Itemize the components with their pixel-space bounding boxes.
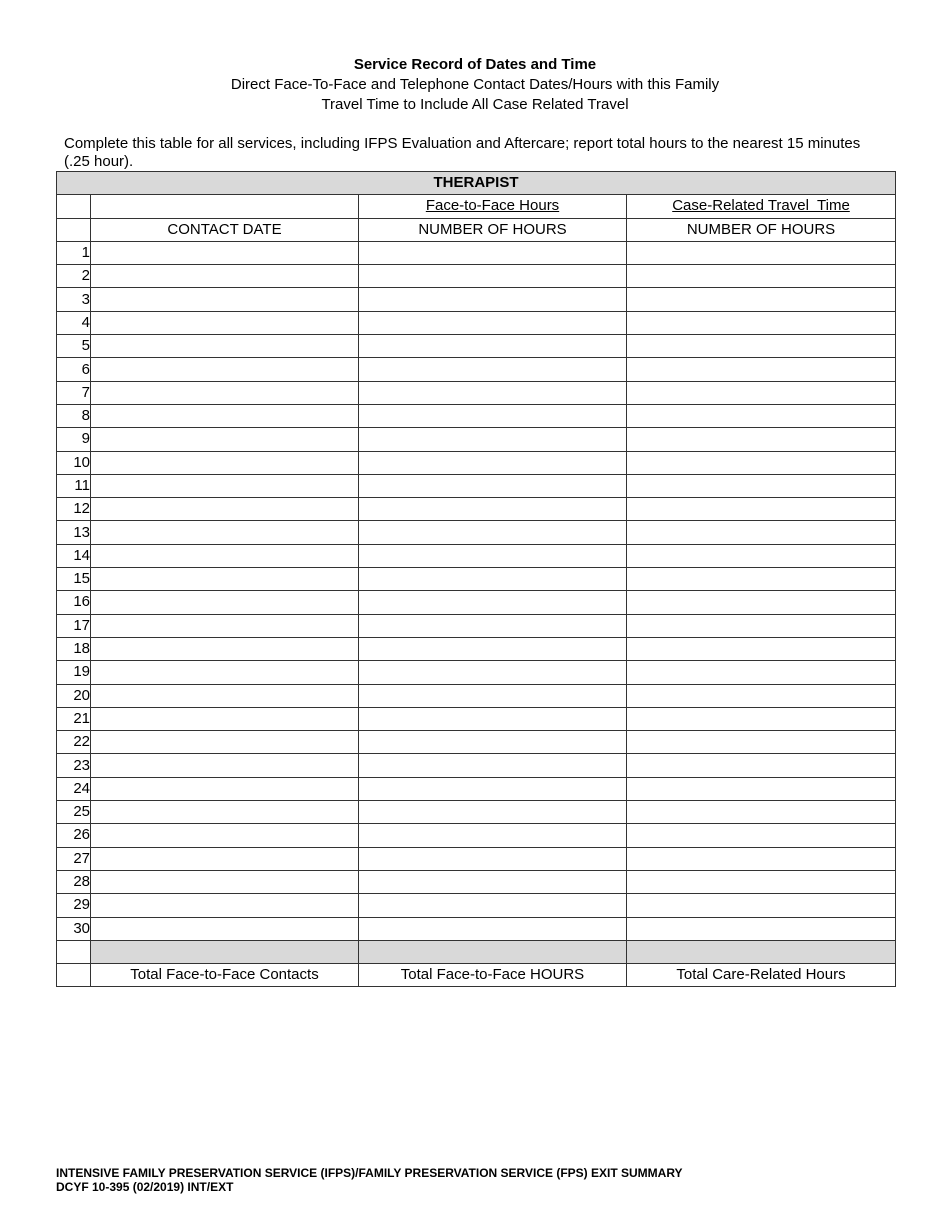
travel-time-header	[627, 195, 896, 218]
row-number: 18	[57, 637, 91, 660]
travel-hours-subheader: NUMBER OF HOURS	[627, 218, 896, 241]
row-number: 29	[57, 894, 91, 917]
table-row	[57, 404, 896, 427]
therapist-header-row	[57, 172, 896, 195]
face-hours-cell[interactable]	[359, 707, 627, 730]
face-hours-cell[interactable]	[359, 498, 627, 521]
table-row	[57, 335, 896, 358]
contact-date-cell[interactable]	[91, 591, 359, 614]
travel-hours-cell[interactable]	[627, 241, 896, 264]
row-number: 25	[57, 801, 91, 824]
travel-time-label: Case-Related Travel Time	[672, 197, 850, 215]
face-hours-cell[interactable]	[359, 754, 627, 777]
travel-hours-cell[interactable]	[627, 684, 896, 707]
contact-date-cell[interactable]	[91, 404, 359, 427]
table-row	[57, 614, 896, 637]
table-row	[57, 801, 896, 824]
table-row	[57, 591, 896, 614]
face-hours-cell[interactable]	[359, 824, 627, 847]
form-footer	[56, 1166, 683, 1194]
table-row	[57, 451, 896, 474]
travel-hours-cell[interactable]	[627, 544, 896, 567]
face-hours-cell[interactable]	[359, 591, 627, 614]
face-hours-cell[interactable]	[359, 661, 627, 684]
travel-hours-cell[interactable]	[627, 335, 896, 358]
face-hours-cell[interactable]	[359, 777, 627, 800]
travel-hours-cell[interactable]	[627, 707, 896, 730]
contact-date-cell[interactable]	[91, 614, 359, 637]
contact-date-cell[interactable]	[91, 637, 359, 660]
travel-hours-cell[interactable]	[627, 498, 896, 521]
row-number: 26	[57, 824, 91, 847]
contact-date-cell[interactable]	[91, 894, 359, 917]
row-number: 23	[57, 754, 91, 777]
face-hours-cell[interactable]	[359, 731, 627, 754]
column-header-row	[57, 195, 896, 218]
face-hours-label: Face-to-Face Hours	[425, 197, 560, 215]
travel-hours-cell[interactable]	[627, 591, 896, 614]
row-number: 27	[57, 847, 91, 870]
blank-cell	[57, 940, 91, 963]
shaded-cell	[91, 940, 359, 963]
row-number: 10	[57, 451, 91, 474]
contact-date-cell[interactable]	[91, 870, 359, 893]
travel-hours-cell[interactable]	[627, 847, 896, 870]
therapist-heading: THERAPIST	[57, 172, 896, 195]
face-hours-cell[interactable]	[359, 521, 627, 544]
table-row	[57, 894, 896, 917]
contact-date-cell[interactable]	[91, 661, 359, 684]
contact-date-cell[interactable]	[91, 451, 359, 474]
row-number: 14	[57, 544, 91, 567]
face-hours-cell[interactable]	[359, 358, 627, 381]
table-row	[57, 754, 896, 777]
table-row	[57, 381, 896, 404]
travel-hours-cell[interactable]	[627, 777, 896, 800]
face-hours-header	[359, 195, 627, 218]
table-row	[57, 474, 896, 497]
table-row	[57, 521, 896, 544]
total-care-label: Total Care-Related Hours	[627, 964, 896, 987]
row-number: 11	[57, 474, 91, 497]
row-number: 7	[57, 381, 91, 404]
shaded-cell	[627, 940, 896, 963]
contact-date-cell[interactable]	[91, 381, 359, 404]
blank-date-header-cell	[91, 195, 359, 218]
table-row	[57, 637, 896, 660]
face-hours-cell[interactable]	[359, 847, 627, 870]
footer-form-number: DCYF 10-395 (02/2019) INT/EXT	[56, 1180, 234, 1194]
table-row	[57, 241, 896, 264]
table-row	[57, 311, 896, 334]
face-hours-cell[interactable]	[359, 288, 627, 311]
face-hours-cell[interactable]	[359, 474, 627, 497]
contact-date-cell[interactable]	[91, 824, 359, 847]
contact-date-subheader: CONTACT DATE	[91, 218, 359, 241]
travel-hours-cell[interactable]	[627, 870, 896, 893]
shaded-cell	[359, 940, 627, 963]
row-number: 8	[57, 404, 91, 427]
face-hours-cell[interactable]	[359, 451, 627, 474]
contact-date-cell[interactable]	[91, 847, 359, 870]
travel-hours-cell[interactable]	[627, 894, 896, 917]
contact-date-cell[interactable]	[91, 731, 359, 754]
travel-hours-cell[interactable]	[627, 731, 896, 754]
row-number: 16	[57, 591, 91, 614]
travel-hours-cell[interactable]	[627, 451, 896, 474]
contact-date-cell[interactable]	[91, 498, 359, 521]
contact-date-cell[interactable]	[91, 801, 359, 824]
face-hours-cell[interactable]	[359, 614, 627, 637]
row-number: 3	[57, 288, 91, 311]
row-number: 19	[57, 661, 91, 684]
travel-hours-cell[interactable]	[627, 917, 896, 940]
table-row	[57, 777, 896, 800]
face-hours-cell[interactable]	[359, 311, 627, 334]
face-hours-cell[interactable]	[359, 870, 627, 893]
row-number: 30	[57, 917, 91, 940]
travel-hours-cell[interactable]	[627, 358, 896, 381]
face-hours-cell[interactable]	[359, 335, 627, 358]
face-hours-cell[interactable]	[359, 801, 627, 824]
table-row	[57, 684, 896, 707]
face-hours-cell[interactable]	[359, 404, 627, 427]
row-number: 21	[57, 707, 91, 730]
contact-date-cell[interactable]	[91, 544, 359, 567]
row-number: 15	[57, 568, 91, 591]
row-number: 28	[57, 870, 91, 893]
contact-date-cell[interactable]	[91, 428, 359, 451]
face-hours-cell[interactable]	[359, 894, 627, 917]
form-subtitle-travel: Travel Time to Include All Case Related Travel	[321, 96, 629, 113]
table-row	[57, 824, 896, 847]
contact-date-cell[interactable]	[91, 707, 359, 730]
travel-hours-cell[interactable]	[627, 661, 896, 684]
form-subtitle-contact: Direct Face-To-Face and Telephone Contact Dates/Hours with this Family	[230, 76, 720, 93]
travel-hours-cell[interactable]	[627, 614, 896, 637]
contact-date-cell[interactable]	[91, 265, 359, 288]
travel-hours-cell[interactable]	[627, 288, 896, 311]
travel-hours-cell[interactable]	[627, 824, 896, 847]
blank-subheader-cell	[57, 218, 91, 241]
travel-hours-cell[interactable]	[627, 637, 896, 660]
contact-date-cell[interactable]	[91, 684, 359, 707]
contact-date-cell[interactable]	[91, 311, 359, 334]
contact-date-cell[interactable]	[91, 754, 359, 777]
row-number: 1	[57, 241, 91, 264]
table-row	[57, 917, 896, 940]
table-row	[57, 498, 896, 521]
row-number: 2	[57, 265, 91, 288]
face-hours-cell[interactable]	[359, 917, 627, 940]
face-hours-cell[interactable]	[359, 684, 627, 707]
face-hours-cell[interactable]	[359, 428, 627, 451]
contact-date-cell[interactable]	[91, 288, 359, 311]
travel-hours-cell[interactable]	[627, 521, 896, 544]
face-hours-cell[interactable]	[359, 568, 627, 591]
contact-date-cell[interactable]	[91, 568, 359, 591]
contact-date-cell[interactable]	[91, 777, 359, 800]
table-row	[57, 568, 896, 591]
table-row	[57, 358, 896, 381]
travel-hours-cell[interactable]	[627, 404, 896, 427]
contact-date-cell[interactable]	[91, 358, 359, 381]
row-number: 24	[57, 777, 91, 800]
table-row	[57, 428, 896, 451]
face-hours-cell[interactable]	[359, 265, 627, 288]
travel-hours-cell[interactable]	[627, 474, 896, 497]
table-row	[57, 707, 896, 730]
face-hours-subheader: NUMBER OF HOURS	[359, 218, 627, 241]
contact-date-cell[interactable]	[91, 474, 359, 497]
row-number: 13	[57, 521, 91, 544]
row-number: 4	[57, 311, 91, 334]
contact-date-cell[interactable]	[91, 521, 359, 544]
face-hours-cell[interactable]	[359, 637, 627, 660]
contact-date-cell[interactable]	[91, 917, 359, 940]
face-hours-cell[interactable]	[359, 241, 627, 264]
row-number: 9	[57, 428, 91, 451]
sub-header-row	[57, 218, 896, 241]
table-row	[57, 847, 896, 870]
face-hours-cell[interactable]	[359, 544, 627, 567]
totals-row	[57, 964, 896, 987]
row-number: 6	[57, 358, 91, 381]
table-row	[57, 265, 896, 288]
travel-hours-cell[interactable]	[627, 801, 896, 824]
contact-date-cell[interactable]	[91, 335, 359, 358]
footer-program-name: INTENSIVE FAMILY PRESERVATION SERVICE (IFPS)/FAMILY PRESERVATION SERVICE (FPS) EXIT SUMMARY	[56, 1166, 683, 1180]
travel-hours-cell[interactable]	[627, 754, 896, 777]
row-number: 5	[57, 335, 91, 358]
service-record-table	[56, 171, 896, 987]
row-number: 22	[57, 731, 91, 754]
row-number: 12	[57, 498, 91, 521]
table-row	[57, 870, 896, 893]
row-number: 20	[57, 684, 91, 707]
contact-date-cell[interactable]	[91, 241, 359, 264]
form-title: Service Record of Dates and Time	[353, 56, 597, 73]
blank-cell	[57, 964, 91, 987]
travel-hours-cell[interactable]	[627, 311, 896, 334]
blank-header-cell	[57, 195, 91, 218]
row-number: 17	[57, 614, 91, 637]
total-contacts-label: Total Face-to-Face Contacts	[91, 964, 359, 987]
travel-hours-cell[interactable]	[627, 428, 896, 451]
face-hours-cell[interactable]	[359, 381, 627, 404]
travel-hours-cell[interactable]	[627, 568, 896, 591]
travel-hours-cell[interactable]	[627, 381, 896, 404]
table-row	[57, 544, 896, 567]
shaded-spacer-row	[57, 940, 896, 963]
table-row	[57, 288, 896, 311]
travel-hours-cell[interactable]	[627, 265, 896, 288]
table-row	[57, 661, 896, 684]
total-hours-label: Total Face-to-Face HOURS	[359, 964, 627, 987]
instructions-text: Complete this table for all services, including IFPS Evaluation and Aftercare; report total hours to the nearest 15 minutes (.25 hour).	[64, 135, 861, 170]
table-row	[57, 731, 896, 754]
